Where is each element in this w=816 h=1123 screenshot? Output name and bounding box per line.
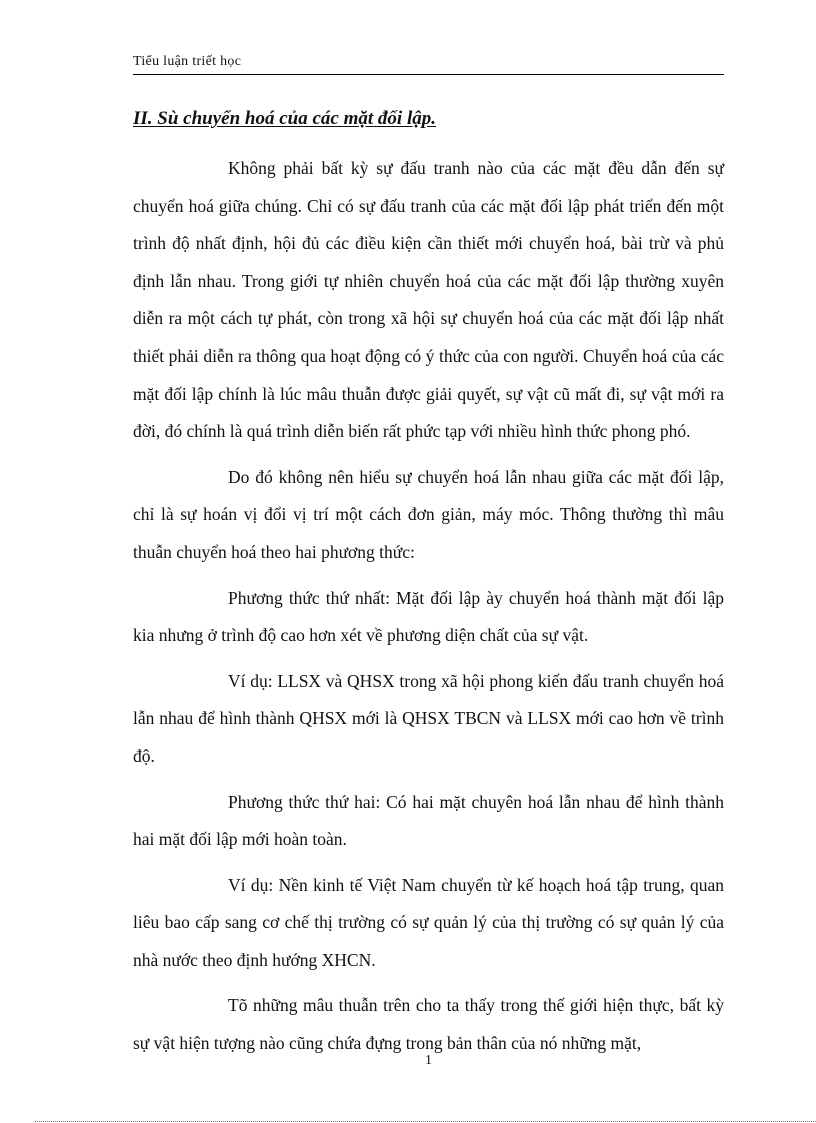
paragraph: Phương thức thứ hai: Có hai mặt chuyên hoá lẫn nhau để hình thành hai mặt đối lập mới hoàn toàn. [133,791,724,850]
paragraph: Không phải bất kỳ sự đấu tranh nào của các mặt đều dẫn đến sự chuyển hoá giữa chúng. Chỉ có sự đấu tranh của các mặt đối lập phát triển đến một trình độ nhất định, hội đủ các điều kiện cần thiết mới chuyển hoá, bài trừ và phủ định lẫn nhau. Trong giới tự nhiên chuyển hoá của các mặt đối lập thường xuyên diễn ra một cách tự phát, còn trong xã hội sự chuyển hoá của các mặt đối lập nhất thiết phải diễn ra thông qua hoạt động có ý thức của con người. Chuyển hoá của các mặt đối lập chính là lúc mâu thuẫn được giải quyết, sự vật cũ mất đi, sự vật mới ra đời, đó chính là quá trình diễn biến rất phức tạp với nhiều hình thức phong phó. [133,158,724,442]
page-header [133,52,724,75]
section-heading: II. Sù chuyển hoá của các mặt đối lập. [133,108,436,129]
page-bottom-divider [35,1121,816,1122]
page-number: 1 [425,1053,432,1068]
paragraph: Ví dụ: LLSX và QHSX trong xã hội phong kiến đấu tranh chuyển hoá lẫn nhau để hình thành QHSX mới là QHSX TBCN và LLSX mới cao hơn về trình độ. [133,670,724,766]
header-title: Tiểu luận triết học [133,54,242,69]
paragraph: Ví dụ: Nền kinh tế Việt Nam chuyển từ kế hoạch hoá tập trung, quan liêu bao cấp sang cơ chế thị trường có sự quản lý của thị trường có sự quản lý của nhà nước theo định hướng XHCN. [133,874,724,970]
body-text [133,150,724,1071]
paragraph: Do đó không nên hiểu sự chuyển hoá lẫn nhau giữa các mặt đối lập, chỉ là sự hoán vị đổi vị trí một cách đơn giản, máy móc. Thông thường thì mâu thuẫn chuyển hoá theo hai phương thức: [133,466,724,562]
paragraph: Tõ những mâu thuẫn trên cho ta thấy trong thế giới hiện thực, bất kỳ sự vật hiện tượng nào cũng chứa đựng trong bản thân của nó những mặt, [133,995,724,1054]
paragraph: Phương thức thứ nhất: Mặt đối lập ày chuyển hoá thành mặt đối lập kia nhưng ở trình độ cao hơn xét về phương diện chất của sự vật. [133,587,724,646]
